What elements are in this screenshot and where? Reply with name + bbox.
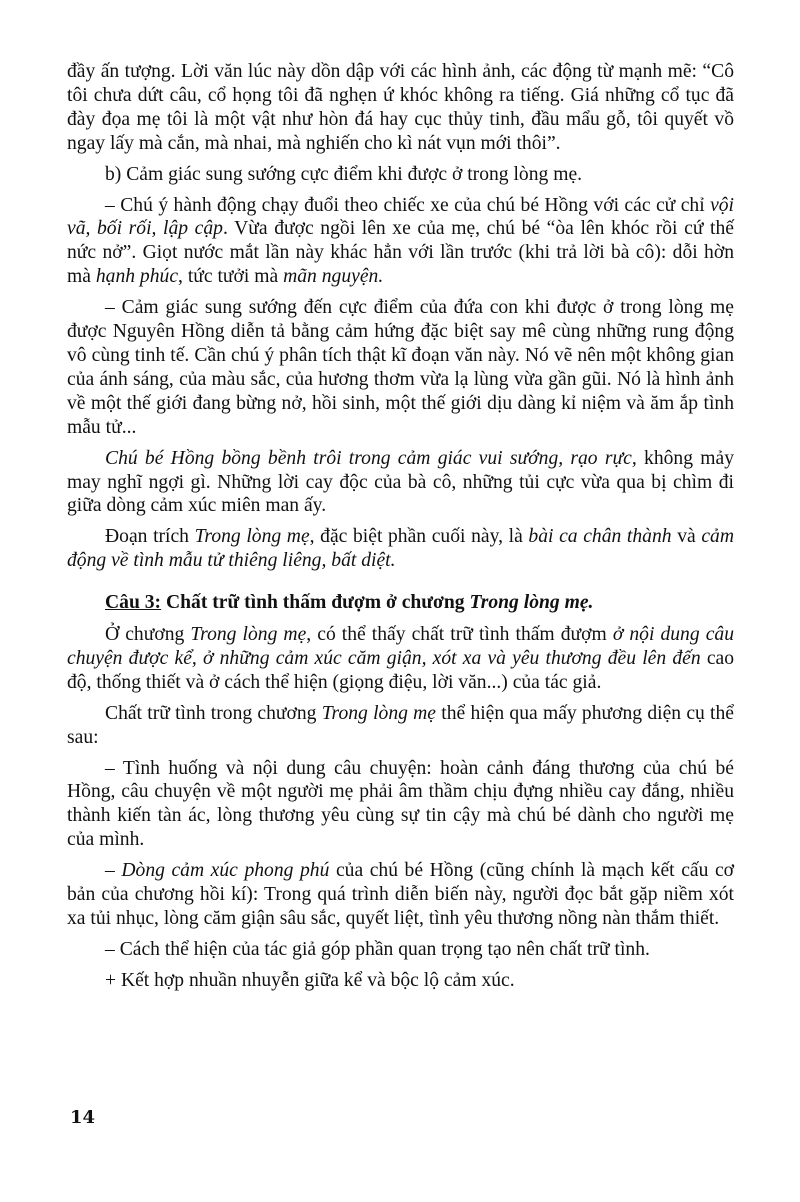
text: –	[105, 860, 122, 882]
section-heading	[67, 591, 734, 615]
heading-text: Chất trữ tình thấm đượm ở chương	[161, 592, 470, 614]
text: cao độ, thống thiết và ở cách thể hiện (giọng điệu, lời văn...) của tác giả.	[67, 647, 735, 693]
text: thể hiện qua mấy phương diện cụ thể sau:	[67, 702, 734, 748]
paragraph-7	[67, 623, 734, 695]
text: và	[671, 526, 702, 548]
heading-italic: Trong lòng mẹ.	[469, 592, 594, 614]
text: , tức tưởi mà	[178, 266, 284, 288]
text: , có thể thấy chất trữ tình thấm đượm	[306, 624, 613, 646]
paragraph-3	[67, 194, 734, 290]
italic-text: Trong lòng mẹ	[190, 624, 307, 646]
italic-text: cảm động về tình mẫu tử thiêng liêng, bất diệt.	[67, 526, 734, 572]
italic-text: mãn nguyện.	[283, 266, 384, 288]
text: – Chú ý hành động chạy đuổi theo chiếc xe của chú bé Hồng với các cử chỉ	[105, 194, 711, 216]
italic-text: Trong lòng mẹ	[194, 526, 310, 548]
italic-text: vội vã, bối rối, lập cập	[67, 194, 734, 240]
italic-text: Chú bé Hồng bồng bềnh trôi trong cảm giác vui sướng, rạo rực,	[105, 447, 637, 469]
text: Đoạn trích	[105, 526, 195, 548]
paragraph-6	[67, 525, 734, 573]
paragraph-1: đầy ấn tượng. Lời văn lúc này dồn dập với các hình ảnh, các động từ mạnh mẽ: “Cô tôi chưa dứt câu, cổ họng tôi đã nghẹn ứ khóc không ra tiếng. Giá những cổ tục đã đày đọa mẹ tôi là một vật như hòn đá hay cục thủy tinh, đầu mẩu gỗ, tôi quyết vồ ngay lấy mà cắn, mà nhai, mà nghiến cho kì nát vụn mới thôi”.	[67, 61, 734, 154]
paragraph-11: – Cách thể hiện của tác giả góp phần quan trọng tạo nên chất trữ tình.	[105, 938, 650, 960]
document-page	[67, 60, 734, 1000]
text: . Vừa được ngồi lên xe của mẹ, chú bé “òa lên khóc rồi cứ thế nức nở”. Giọt nước mắt lần này khác hẳn với lần trước (khi trả lời bà cô): dỗi hờn mà	[67, 218, 734, 288]
italic-text: hạnh phúc	[95, 266, 179, 288]
text: Ở chương	[105, 624, 191, 646]
paragraph-2: b) Cảm giác sung sướng cực điểm khi được ở trong lòng mẹ.	[105, 163, 583, 185]
text: Chất trữ tình trong chương	[105, 702, 322, 724]
page-number: 14	[70, 1107, 96, 1128]
text: , đặc biệt phần cuối này, là	[309, 526, 529, 548]
italic-text: bài ca chân thành	[528, 526, 672, 548]
paragraph-12: + Kết hợp nhuần nhuyễn giữa kể và bộc lộ cảm xúc.	[105, 969, 515, 991]
text: không mảy may nghĩ ngợi gì. Những lời cay độc của bà cô, những tủi cực vừa qua bị chìm đi giữa dòng cảm xúc miên man ấy.	[67, 447, 735, 517]
heading-label: Câu 3:	[105, 592, 162, 614]
paragraph-5	[67, 447, 734, 519]
paragraph-8	[67, 702, 734, 750]
text: của chú bé Hồng (cũng chính là mạch kết cấu cơ bản của chương hồi kí): Trong quá trình diễn biến này, người đọc bắt gặp niềm xót xa tủi nhục, lòng căm giận sâu sắc, quyết liệt, tình yêu thương nồng nàn thắm thiết.	[67, 860, 735, 929]
italic-text: Trong lòng mẹ	[321, 702, 437, 724]
paragraph-4: – Cảm giác sung sướng đến cực điểm của đứa con khi được ở trong lòng mẹ được Nguyên Hồng diễn tả bằng cảm hứng đặc biệt say mê cùng những rung động vô cùng tinh tế. Cần chú ý phân tích thật kĩ đoạn văn này. Nó vẽ nên một không gian của ánh sáng, của màu sắc, của hương thơm vừa lạ lùng vừa gần gũi. Nó là hình ảnh về một thế giới đang bừng nở, hồi sinh, một thế giới dịu dàng kỉ niệm và ăm ắp tình mẫu tử...	[67, 297, 734, 438]
paragraph-9: – Tình huống và nội dung câu chuyện: hoàn cảnh đáng thương của chú bé Hồng, câu chuyện về một người mẹ phải âm thầm chịu đựng nhiều cay đắng, nhiều thành kiến tàn ác, lòng thương yêu cùng sự tin cậy mà chú bé dành cho người mẹ của mình.	[67, 757, 734, 851]
italic-text: Dòng cảm xúc phong phú	[121, 860, 330, 882]
italic-text: ở nội dung câu chuyện được kể, ở những cảm xúc căm giận, xót xa và yêu thương đều lên đến	[67, 624, 734, 669]
paragraph-10	[67, 859, 734, 931]
